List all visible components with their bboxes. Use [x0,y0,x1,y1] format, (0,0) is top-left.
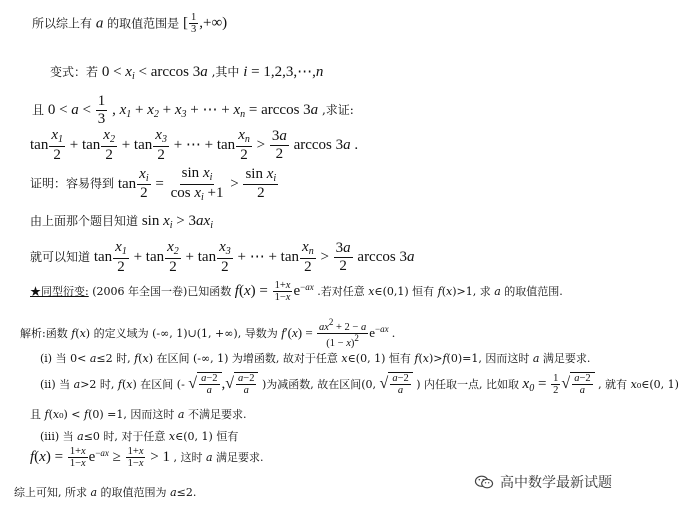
line-given: 且 0 < a < $\frac{1}{3}$ , $x_1 + x_2 + x_3$ + ⋯ + $x_n = \arccos 3a$ ,求证: [32,93,354,127]
line-solution-intro: 解析:函数 f(x) 的定义域为 (-∞, 1)∪(1, +∞), 导数为 f′(x) = $\frac{ax2 + 2 - a}{(1 - x)2}$ $e^{-ax}$ . [20,317,396,350]
problem-label: ★同型衍变: [30,285,89,299]
watermark-text: 高中数学最新试题 [500,475,612,491]
line-case-2: (ii) 当 a>2 时, f(x) 在区间 (- √ $\frac{a-2}{a}$ ,√ $\frac{a-2}{a}$ )为减函数, 故在区间(0, √ $\frac{a-2}{a}$ ) 内任取一点, 比如取 $x_0$ = $\frac{1}{2}$ √ $\frac{a-2}{a}$ , 就有 x₀∈(0, 1) [40,373,679,397]
line-case-1: (i) 当 0< a≤2 时, f(x) 在区间 (-∞, 1) 为增函数, 故对于任意 x∈(0, 1) 恒有 f(x)>f(0)=1, 因而这时 a 满足要求. [40,352,591,365]
wechat-icon [474,475,494,489]
line-problem: ★同型衍变: (2006 年全国一卷)已知函数 f(x) = $\frac{1+x}{1-x}$ $e^{-ax}$ .若对任意 x∈(0,1) 恒有 f(x)>1, 求 a 的取值范围. [30,280,563,304]
line-final: 综上可知, 所求 a 的取值范围为 a≤2. [14,486,197,499]
watermark [474,472,612,492]
line-case-3-eq: f(x) = $\frac{1+x}{1-x}$ $e^{-ax}$ ≥ $\frac{1+x}{1-x}$ > 1 , 这时 a 满足要求. [30,446,264,470]
line-known: 由上面那个题目知道 $\sin x_i > 3ax_i$ [30,213,213,231]
line-conclusion-range: 所以综上有 a 的取值范围是 [ 1 3 ,+∞) [32,12,228,36]
line-case-2b: 且 f(x₀) < f(0) =1, 因而这时 a 不满足要求. [30,408,247,421]
line-proof: 证明：容易得到 tan $\frac{x_i}{2}$ = $\frac{\sin x_i}{\cos x_i +1}$ > $\frac{\sin x_i}{2}$ [30,165,277,203]
line-variant: 变式：若 $0 < x_i < \arccos 3a$ ,其中 i = 1,2,3,⋯,n [50,64,324,82]
line-target-inequality: tan $\frac{x_1}{2}$ + tan $\frac{x_2}{2}$ + tan $\frac{x_3}{2}$ + ⋯ + tan $\frac{x_n}{2}$ > $\frac{3a}{2}$ arccos 3a . [30,127,359,163]
line-case-3: (iii) 当 a≤0 时, 对于任意 x∈(0, 1) 恒有 [40,430,239,443]
line-conclude: 就可以知道 tan $\frac{x_1}{2}$ + tan $\frac{x_2}{2}$ + tan $\frac{x_3}{2}$ + ⋯ + tan $\frac{x_n}{2}$ > $\frac{3a}{2}$ arccos 3a [30,239,415,275]
